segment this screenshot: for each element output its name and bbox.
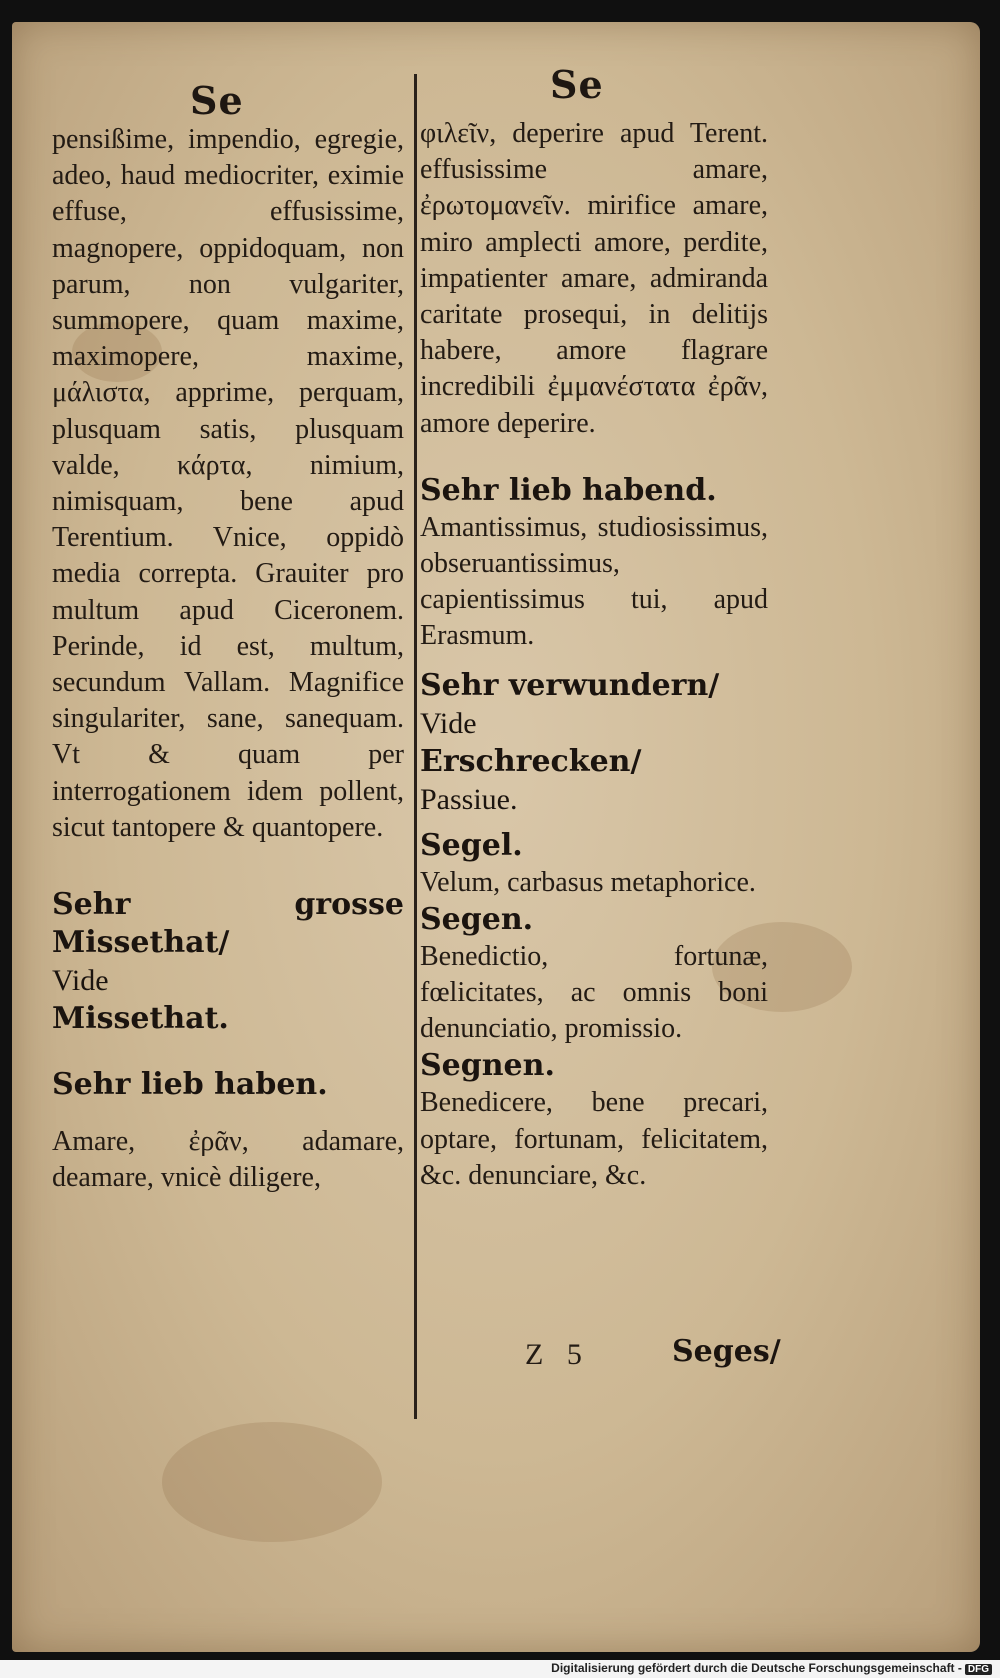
vide-label: Vide <box>420 706 477 740</box>
column-rule <box>414 74 417 1419</box>
signature-mark: Z 5 <box>525 1338 590 1371</box>
entry-heading-segen: Segen. <box>420 901 534 937</box>
cross-reference-erschrecken: Erschrecken/ <box>420 743 642 779</box>
right-column <box>420 116 768 1194</box>
entry-heading-sehr-grosse-missethat: Sehr grosse Missethat/ <box>52 887 404 961</box>
right-paragraph-2: Amantissimus, studiosissimus, obseruantissimus, capientissimus tui, apud Erasmum. <box>420 511 768 652</box>
vide-label: Vide <box>52 964 109 998</box>
left-column <box>52 122 404 1196</box>
running-head-left: Se <box>190 78 244 123</box>
running-head-right: Se <box>550 62 604 107</box>
cross-reference-passiue: Passiue. <box>420 782 518 816</box>
right-paragraph-3: Velum, carbasus metaphorice. <box>420 866 756 898</box>
entry-heading-sehr-lieb-habend: Sehr lieb habend. <box>420 472 717 508</box>
entry-heading-segnen: Segnen. <box>420 1048 555 1084</box>
credit-text: Digitalisierung gefördert durch die Deutsche Forschungsgemeinschaft - <box>551 1661 962 1675</box>
entry-heading-sehr-verwundern: Sehr verwundern/ <box>420 667 720 703</box>
cross-reference-missethat: Missethat. <box>52 1001 229 1037</box>
left-paragraph-2: Amare, ἐρᾶν, adamare, deamare, vnicè diligere, <box>52 1126 404 1194</box>
right-paragraph-4: Benedictio, fortunæ, fœlicitates, ac omnis boni denunciatio, promissio. <box>420 940 768 1045</box>
entry-heading-segel: Segel. <box>420 827 523 863</box>
dfg-logo: DFG <box>965 1664 992 1675</box>
left-paragraph-1: pensißime, impendio, egregie, adeo, haud mediocriter, eximie effuse, effusissime, magnopere, oppidoquam, non parum, non vulgariter, summopere, quam maxime, maximopere, maxime, μάλιστα, apprime, perquam, plusquam satis, plusquam valde, κάρτα, nimium, nimisquam, bene apud Terentium. Vnice, oppidò media correpta. Grauiter pro multum apud Ciceronem. Perinde, id est, multum, secundum Vallam. Magnifice singulariter, sane, sanequam. Vt & quam per interrogationem idem pollent, sicut tantopere & quantopere. <box>52 124 404 843</box>
entry-heading-sehr-lieb-haben: Sehr lieb haben. <box>52 1067 328 1103</box>
page-stain <box>162 1422 382 1542</box>
catchword: Seges/ <box>672 1334 781 1369</box>
right-paragraph-1: φιλεῖν, deperire apud Terent. effusissime amare, ἐρωτομανεῖν. mirifice amare, miro amplecti amore, perdite, impatienter amare, admiranda caritate prosequi, in delitijs habere, amore flagrare incredibili ἐμμανέστατα ἐρᾶν, amore deperire. <box>420 118 768 439</box>
digitization-credit <box>551 1661 992 1675</box>
right-paragraph-5: Benedicere, bene precari, optare, fortunam, felicitatem, &c. denunciare, &c. <box>420 1087 768 1191</box>
